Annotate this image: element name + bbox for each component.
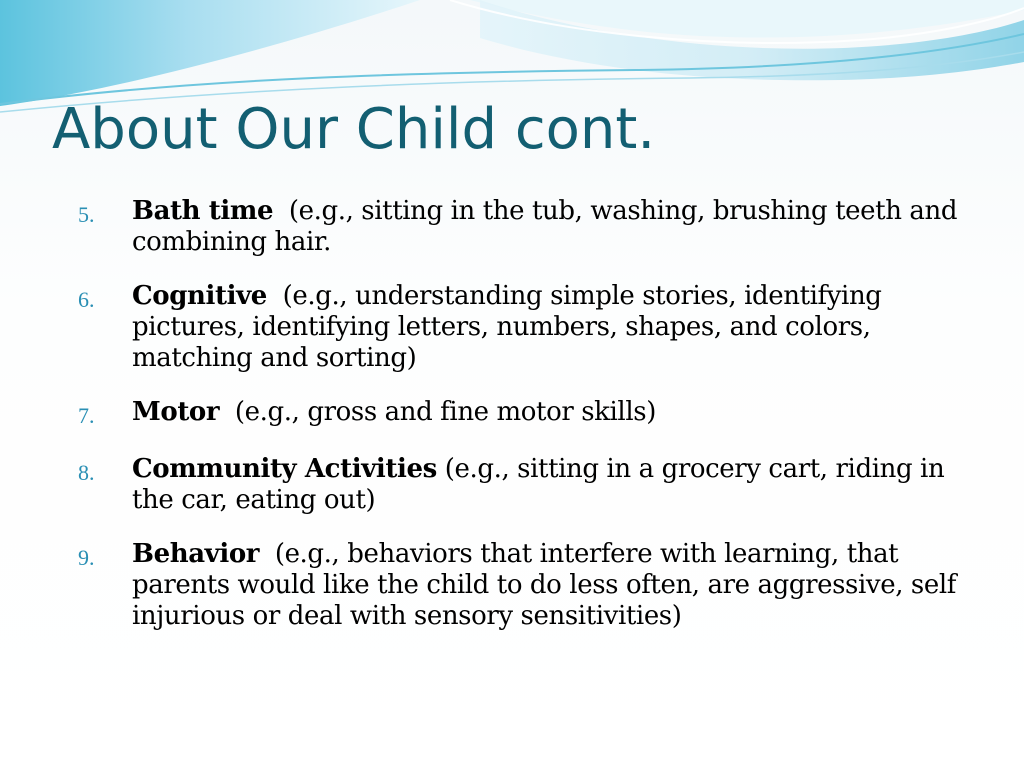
- list-item-separator: [273, 196, 289, 226]
- list-item: [78, 196, 958, 258]
- list-item-text: [132, 539, 958, 632]
- list-item-number: 7.: [78, 403, 95, 428]
- list-item: [78, 454, 958, 516]
- list-item: [78, 539, 958, 632]
- list-item-separator: [219, 397, 235, 427]
- list-item: [78, 397, 958, 431]
- list-item-detail: (e.g., gross and fine motor skills): [234, 397, 656, 427]
- list-item-text: [132, 397, 958, 428]
- list-item-term: Bath time: [132, 196, 274, 226]
- list-item: [78, 281, 958, 374]
- list-item-detail: (e.g., sitting in a grocery cart, riding in the car, eating out): [132, 454, 945, 515]
- list-item-number: 6.: [78, 287, 95, 312]
- list-item-text: [132, 281, 958, 374]
- list-item-separator: [437, 454, 445, 484]
- list-item-number: 5.: [78, 202, 95, 227]
- topic-list: [78, 196, 958, 655]
- list-item-text: [132, 196, 958, 258]
- list-item-separator: [267, 281, 283, 311]
- list-item-number: 8.: [78, 460, 95, 485]
- list-item-term: Behavior: [132, 539, 260, 569]
- list-item-term: Cognitive: [132, 281, 267, 311]
- slide-title: About Our Child cont.: [52, 97, 656, 162]
- wave-band-left: [0, 0, 420, 106]
- list-item-term: Community Activities: [132, 454, 437, 484]
- list-item-term: Motor: [132, 397, 220, 427]
- list-item-text: [132, 454, 958, 516]
- list-item-detail: (e.g., behaviors that interfere with learning, that parents would like the child to do less often, are aggressive, self injurious or deal with sensory sensitivities): [132, 539, 956, 631]
- list-item-detail: (e.g., understanding simple stories, identifying pictures, identifying letters, numbers, shapes, and colors, matching and sorting): [132, 281, 882, 373]
- list-item-detail: (e.g., sitting in the tub, washing, brushing teeth and combining hair.: [132, 196, 958, 257]
- list-item-number: 9.: [78, 545, 95, 570]
- list-item-separator: [259, 539, 275, 569]
